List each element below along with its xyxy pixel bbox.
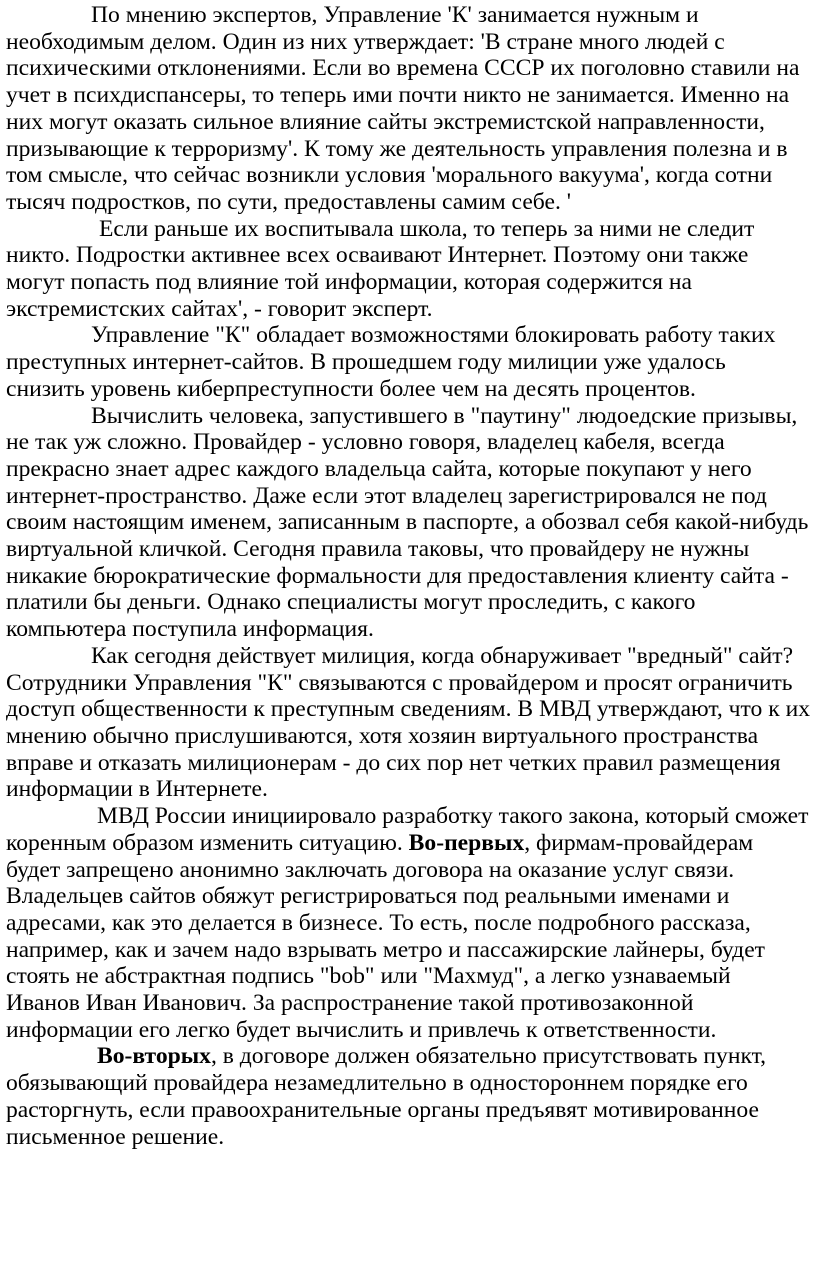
paragraph-law-second	[6, 1043, 810, 1150]
paragraph-law-first	[6, 803, 810, 1043]
first-point-label: Во-первых	[408, 829, 525, 856]
paragraph-law-second-body: , в договоре должен обязательно присутствовать пункт, обязывающий провайдера незамедлительно в одностороннем порядке его расторгнуть, если правоохранительные органы предъявят мотивированное письменное решение.	[6, 1043, 767, 1150]
paragraph-law-first-intro: МВД России инициировало разработку такого закона, который сможет коренным образом изменить ситуацию.	[6, 803, 809, 856]
second-point-label: Во-вторых	[97, 1043, 211, 1070]
paragraph-police-action: Как сегодня действует милиция, когда обнаруживает "вредный" сайт? Сотрудники Управления "К" связываются с провайдером и просят ограничить доступ общественности к преступным сведениям. В МВД утверждают, что к их мнению обычно прислушиваются, хотя хозяин виртуального пространства вправе и отказать милиционерам - до сих пор нет четких правил размещения информации в Интернете.	[6, 642, 810, 803]
paragraph-school-teenagers: Если раньше их воспитывала школа, то теперь за ними не следит никто. Подростки активнее всех осваивают Интернет. Поэтому они также могут попасть под влияние той информации, которая содержится на экстремистских сайтах', - говорит эксперт.	[6, 215, 755, 322]
paragraph-law-first-body: , фирмам-провайдерам будет запрещено анонимно заключать договора на оказание услуг связи. Владельцев сайтов обяжут регистрироваться под реальными именами и адресами, как это делается в бизнесе. То есть, после подробного рассказа, например, как и зачем надо взрывать метро и пассажирские лайнеры, будет стоять не абстрактная подпись "bob" или "Махмуд", а легко узнаваемый Иванов Иван Иванович. За распространение такой противозаконной информации его легко будет вычислить и привлечь к ответственности.	[6, 829, 765, 1043]
paragraph-provider-tracing: Вычислить человека, запустившего в "паутину" людоедские призывы, не так уж сложно. Провайдер - условно говоря, владелец кабеля, всегда прекрасно знает адрес каждого владельца сайта, которые покупают у него интернет-пространство. Даже если этот владелец зарегистрировался не под своим настоящим именем, записанным в паспорте, а обозвал себя какой-нибудь виртуальной кличкой. Сегодня правила таковы, что провайдеру не нужны никакие бюрократические формальности для предоставления клиенту сайта - платили бы деньги. Однако специалисты могут проследить, с какого компьютера поступила информация.	[6, 402, 809, 643]
paragraph-experts-opinion: По мнению экспертов, Управление 'К' занимается нужным и необходимым делом. Один из них утверждает: 'В стране много людей с психическими отклонениями. Если во времена СССР их поголовно ставили на учет в психдиспансеры, то теперь ими почти никто не занимается. Именно на них могут оказать сильное влияние сайты экстремистской направленности, призывающие к терроризму'. К тому же деятельность управления полезна и в том смысле, что сейчас возникли условия 'морального вакуума', когда сотни тысяч подростков, по сути, предоставлены самим себе. '	[6, 2, 800, 215]
paragraph-department-k-blocking: Управление "К" обладает возможностями блокировать работу таких преступных интернет-сайтов. В прошедшем году милиции уже удалось снизить уровень киберпреступности более чем на десять процентов.	[6, 322, 776, 402]
